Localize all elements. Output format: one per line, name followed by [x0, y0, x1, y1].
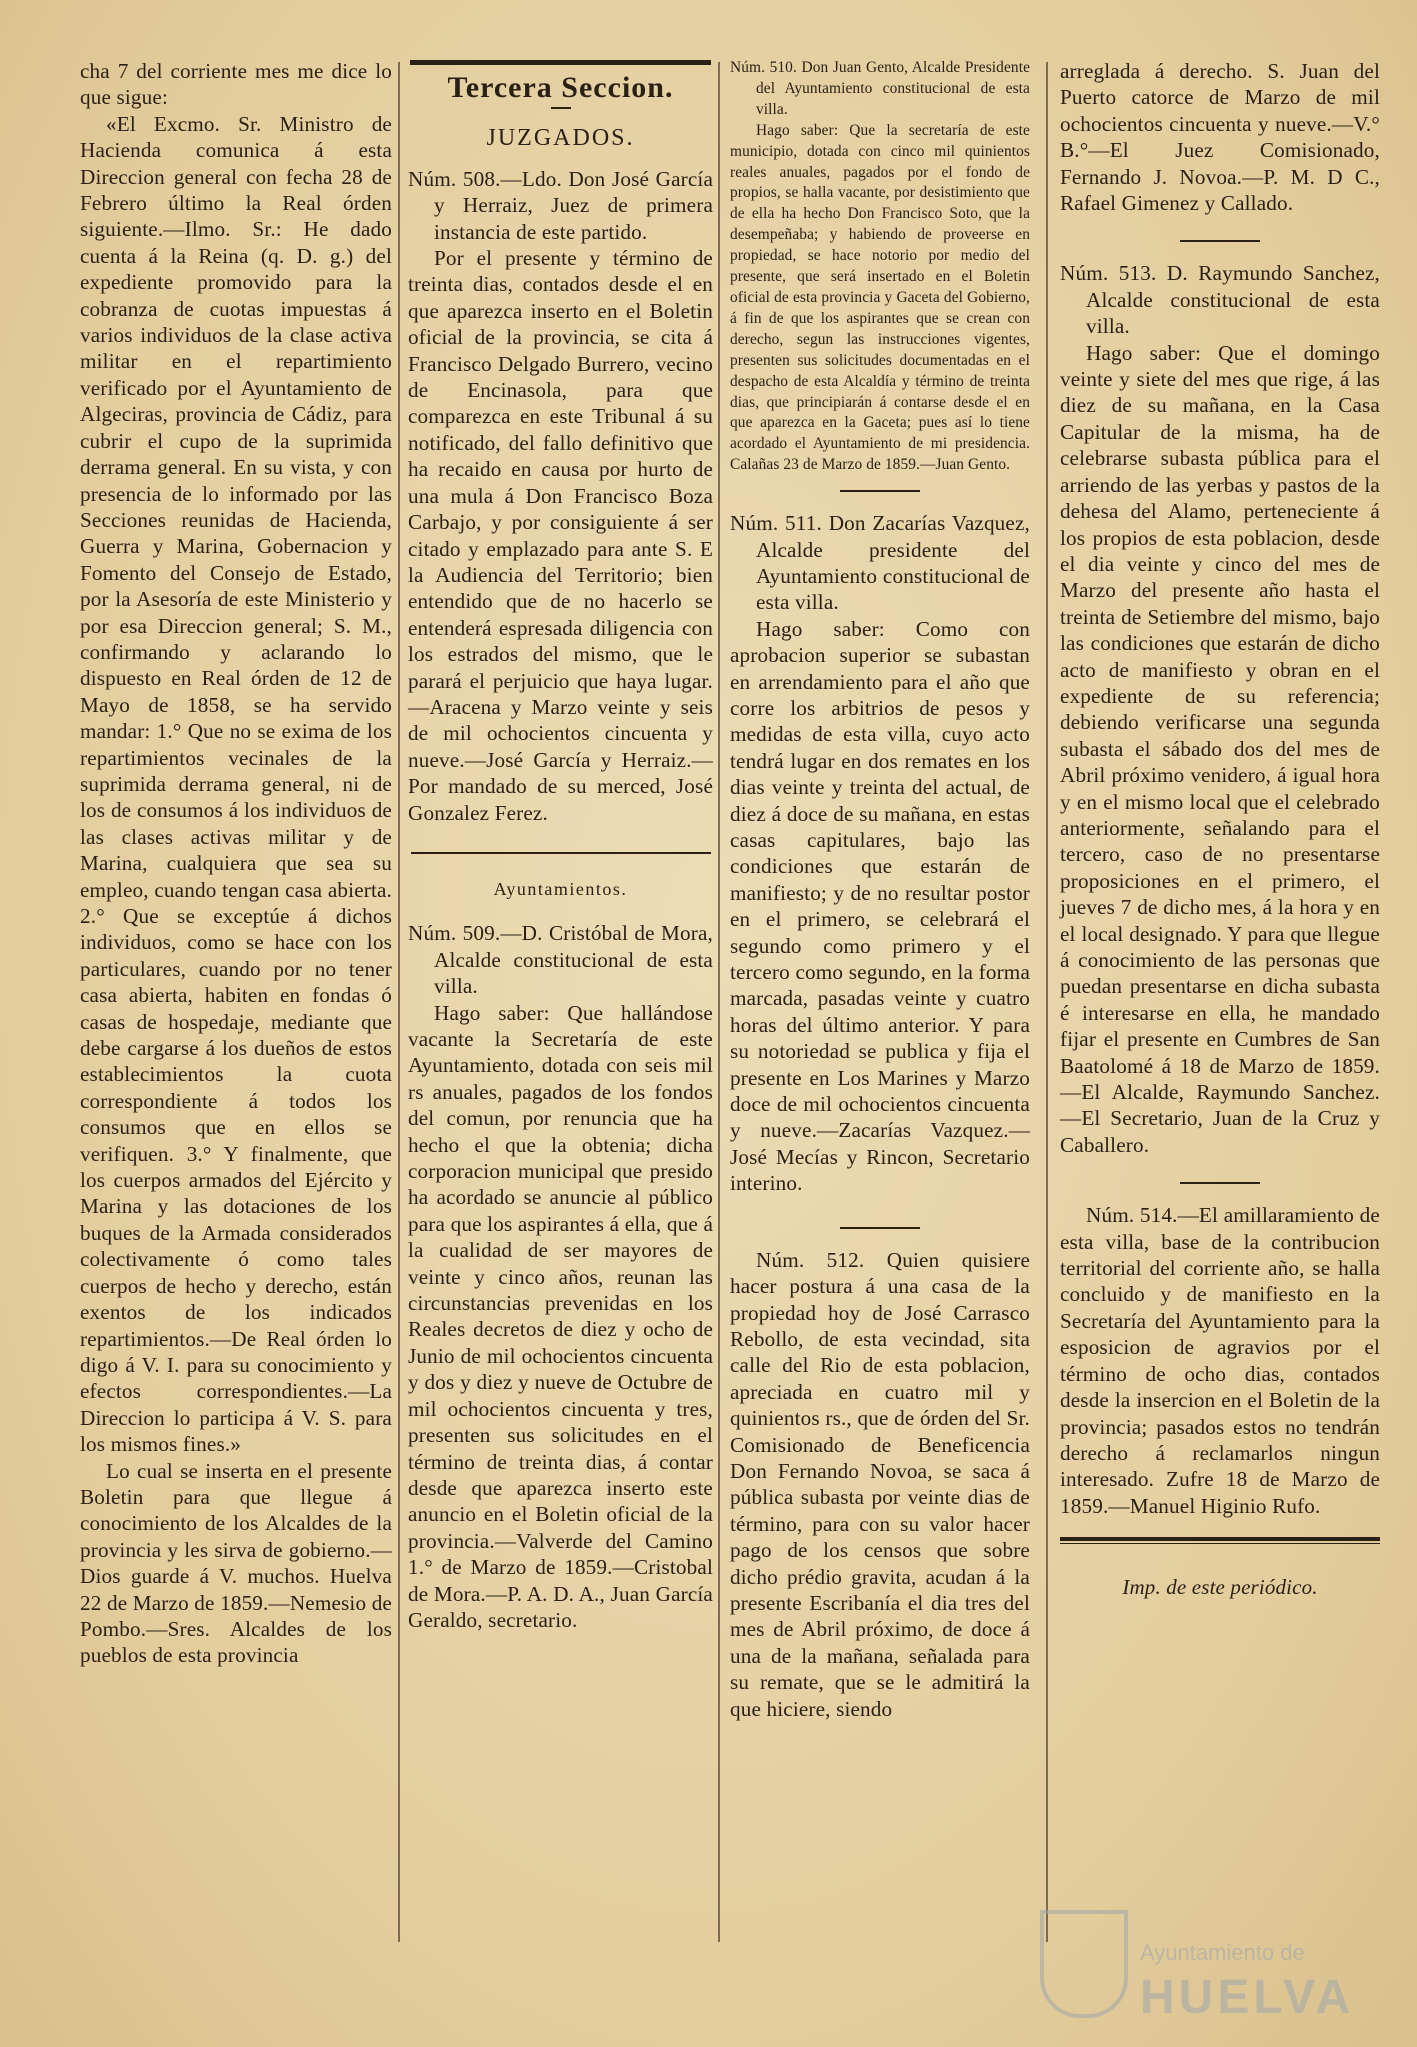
divider: [840, 490, 920, 492]
column-3: [730, 58, 1030, 1722]
divider: [411, 852, 711, 854]
column-rule: [1046, 62, 1048, 1942]
notice-body: Hago saber: Que el domingo veinte y siete del mes que rige, á las diez de su mañana, en la Casa Capitular de la misma, ha de celebrarse subasta pública para el arriendo de las yerbas y pastos de la dehesa del Alamo, perteneciente á los propios de esta poblacion, desde el dia veinte y cinco del mes de Marzo del presente año hasta el treinta de Setiembre del mismo, bajo las condiciones que estarán de dicho acto de manifiesto y obran en el expediente de su referencia; debiendo verificarse una segunda subasta el sábado dos del mes de Abril próximo venidero, á igual hora y en el mismo local que el celebrado anteriormente, señalando para el tercero, caso de no presentarse proposiciones en el primero, el jueves 7 de dicho mes, á la hora y en el local designado. Y para que llegue á conocimiento de las personas que puedan presentarse en dicha subasta é interesarse en ella, he mandado fijar el presente en Cumbres de San Baatolomé á 18 de Marzo de 1859.—El Alcalde, Raymundo Sanchez.—El Secretario, Juan de la Cruz y Caballero.: [1060, 340, 1380, 1157]
column-1: [80, 58, 392, 1669]
notice-body: Hago saber: Como con aprobacion superior se subastan en arrendamiento para el año que corre los arbitrios de pesos y medidas de esta villa, cuyo acto tendrá lugar en dos remates en los dias veinte y treinta del actual, de diez á doce de su mañana, en estas casas capitulares, bajo las condiciones que estarán de manifiesto; y de no resultar postor en el primero, se celebrará el segundo como primero y el tercero como segundo, en la forma marcada, pasadas veinte y cuatro horas del último anterior. Y para su notoriedad se publica y fija el presente en Los Marines y Marzo doce de mil ochocientos cincuenta y nueve.—Zacarías Vazquez.—José Mecías y Rincon, Secretario interino.: [730, 616, 1030, 1196]
notice-heading: Núm. 513. D. Raymundo Sanchez, Alcalde constitucional de esta villa.: [1060, 261, 1380, 339]
notice-body: Hago saber: Que hallándose vacante la Secretaría de este Ayuntamiento, dotada con seis mil rs anuales, pagados de los fondos del comun, por renuncia que ha hecho el que la obtenia; dicha corporacion municipal que presido ha acordado se anuncie al público para que los aspirantes á ella, que á la cualidad de ser mayores de veinte y cinco años, reunan las circunstancias prevenidas en los Reales decretos de diez y ocho de Junio de mil ochocientos cincuenta y dos y diez y nueve de Octubre de mil ochocientos cincuenta y tres, presenten sus solicitudes en el término de treinta dias, á contar desde que aparezca inserto este anuncio en el Boletin oficial de la provincia.—Valverde del Camino 1.° de Marzo de 1859.—Cristobal de Mora.—P. A. D. A., Juan García Geraldo, secretario.: [408, 1000, 713, 1632]
divider: [1180, 240, 1260, 242]
column-4: [1060, 58, 1380, 1601]
paragraph: arreglada á derecho. S. Juan del Puerto catorce de Marzo de mil ochocientos cincuenta y nueve.—V.° B.°—El Juez Comisionado, Fernando J. Novoa.—P. M. D C., Rafael Gimenez y Callado.: [1060, 59, 1380, 216]
notice-heading: Núm. 511. Don Zacarías Vazquez, Alcalde presidente del Ayuntamiento constitucional de esta villa.: [730, 511, 1030, 615]
notice-body: Hago saber: Que la secretaría de este municipio, dotada con cinco mil quinientos reales anuales, pagados por el fondo de propios, se halla vacante, por desistimiento que de ella ha hecho Don Francisco Soto, que la desempeñaba; y habiendo de proveerse en propiedad, se hace notorio por medio del presente, que será insertado en el Boletin oficial de esta provincia y Gaceta del Gobierno, á fin de que los aspirantes que se crean con derecho, segun las instrucciones vigentes, presenten sus solicitudes documentadas en el despacho de esta Alcaldía y término de treinta dias, que principiarán á contarse desde el en que aparezca en la Gaceta; pues así lo tiene acordado el Ayuntamiento de mi presidencia. Calañas 23 de Marzo de 1859.—Juan Gento.: [730, 121, 1030, 474]
paragraph: «El Excmo. Sr. Ministro de Hacienda comunica á esta Direccion general con fecha 28 de Febrero último la Real órden siguiente.—Ilmo. Sr.: He dado cuenta á la Reina (q. D. g.) del expediente promovido para la cobranza de cuotas impuestas á varios individuos de la clase activa militar en el repartimiento verificado por el Ayuntamiento de Algeciras, provincia de Cádiz, para cubrir el cupo de la suprimida derrama general. En su vista, y con presencia de lo informado por las Secciones reunidas de Hacienda, Guerra y Marina, Gobernacion y Fomento del Consejo de Estado, por la Asesoría de este Ministerio y por esa Direccion general; S. M., confirmando y aclarando lo dispuesto en Real órden de 12 de Mayo de 1858, se ha servido mandar: 1.° Que no se exima de los repartimientos vecinales de la suprimida derrama general, ni de los de consumos á los individuos de las clases activas militar y de Marina, cualquiera que sea su empleo, cuando tengan casa abierta. 2.° Que se exceptúe á dichos individuos, como se hace con los particulares, cuando por no tener casa abierta, habiten en fondas ó casas de hospedaje, mediante que debe cargarse á los dueños de estos establecimientos la cuota correspondiente á todos los consumos que en ellos se verifiquen. 3.° Y finalmente, que los cuerpos armados del Ejército y Marina y las dotaciones de los buques de la Armada considerados colectivamente ó como tales cuerpos de hecho y derecho, están exentos de los indicados repartimientos.—De Real órden lo digo á V. I. para su conocimiento y efectos correspondientes.—La Direccion lo participa á V. S. para los mismos fines.»: [80, 111, 392, 1457]
paragraph: cha 7 del corriente mes me dice lo que sigue:: [80, 59, 392, 110]
archive-watermark: [1140, 1940, 1380, 2030]
divider: [840, 1227, 920, 1229]
divider: [551, 107, 571, 109]
watermark-line-1: Ayuntamiento de: [1140, 1940, 1305, 1965]
imprint: Imp. de este periódico.: [1122, 1575, 1318, 1600]
column-rule: [398, 62, 400, 1942]
notice-body: Núm. 512. Quien quisiere hacer postura á una casa de la propiedad hoy de José Carrasco Rebollo, de esta vecindad, sita calle del Rio de esta poblacion, apreciada en cuatro mil y quinientos rs., que de órden del Sr. Comisionado de Beneficencia Don Fernando Novoa, se saca á pública subasta por veinte dias de término, para con su valor hacer pago de los censos que sobre dicho prédio gravita, acudan á la presente Escribanía el dia tres del mes de Abril próximo, de doce á una de la mañana, señalada para su remate, que se le admitirá la que hiciere, siendo: [730, 1247, 1030, 1721]
crest-icon: [1040, 1910, 1128, 2018]
section-heading: JUZGADOS.: [486, 125, 635, 152]
column-rule: [718, 62, 720, 1942]
notice-heading: Núm. 510. Don Juan Gento, Alcalde Presidente del Ayuntamiento constitucional de esta villa.: [730, 59, 1030, 118]
divider: [1180, 1182, 1260, 1184]
section-heading: Ayuntamientos.: [493, 878, 628, 899]
paragraph: Lo cual se inserta en el presente Boletin para que llegue á conocimiento de los Alcaldes de la provincia y les sirva de gobierno.—Dios guarde á V. muchos. Huelva 22 de Marzo de 1859.—Nemesio de Pombo.—Sres. Alcaldes de los pueblos de esta provincia: [80, 1458, 392, 1668]
footer-rule: [1060, 1537, 1380, 1544]
notice-heading: Núm. 508.—Ldo. Don José García y Herraiz, Juez de primera instancia de este partido.: [408, 166, 713, 244]
notice-heading: Núm. 509.—D. Cristóbal de Mora, Alcalde constitucional de esta villa.: [408, 921, 713, 999]
watermark-line-2: HUELVA: [1140, 1971, 1355, 2024]
notice-510: [730, 58, 1030, 476]
notice-body: Por el presente y término de treinta dias, contados desde el en que aparezca inserto en el Boletin oficial de la provincia, se cita á Francisco Delgado Burrero, vecino de Encinasola, para que comparezca en este Tribunal á su notificado, del fallo definitivo que ha recaido en causa por hurto de una mula á Don Francisco Boza Carbajo, y por consiguiente á ser citado y emplazado para ante S. E la Audiencia del Territorio; bien entendido que de no hacerlo se entenderá espresada diligencia con los estrados del mismo, que le parará el perjuicio que haya lugar.—Aracena y Marzo veinte y seis de mil ochocientos cincuenta y nueve.—José García y Herraiz.—Por mandado de su merced, José Gonzalez Ferez.: [408, 246, 713, 825]
column-2: [408, 58, 713, 1633]
notice-body: Núm. 514.—El amillaramiento de esta villa, base de la contribucion territorial del corriente año, se halla concluido y de manifiesto en la Secretaría del Ayuntamiento para la esposicion de agravios por el término de ocho dias, contados desde la insercion en el Boletin de la provincia; pasados estos no tendrán derecho á reclamarlos ningun interesado. Zufre 18 de Marzo de 1859.—Manuel Higinio Rufo.: [1060, 1203, 1380, 1518]
header-rule: [410, 60, 711, 65]
section-title: Tercera Seccion.: [447, 71, 674, 104]
